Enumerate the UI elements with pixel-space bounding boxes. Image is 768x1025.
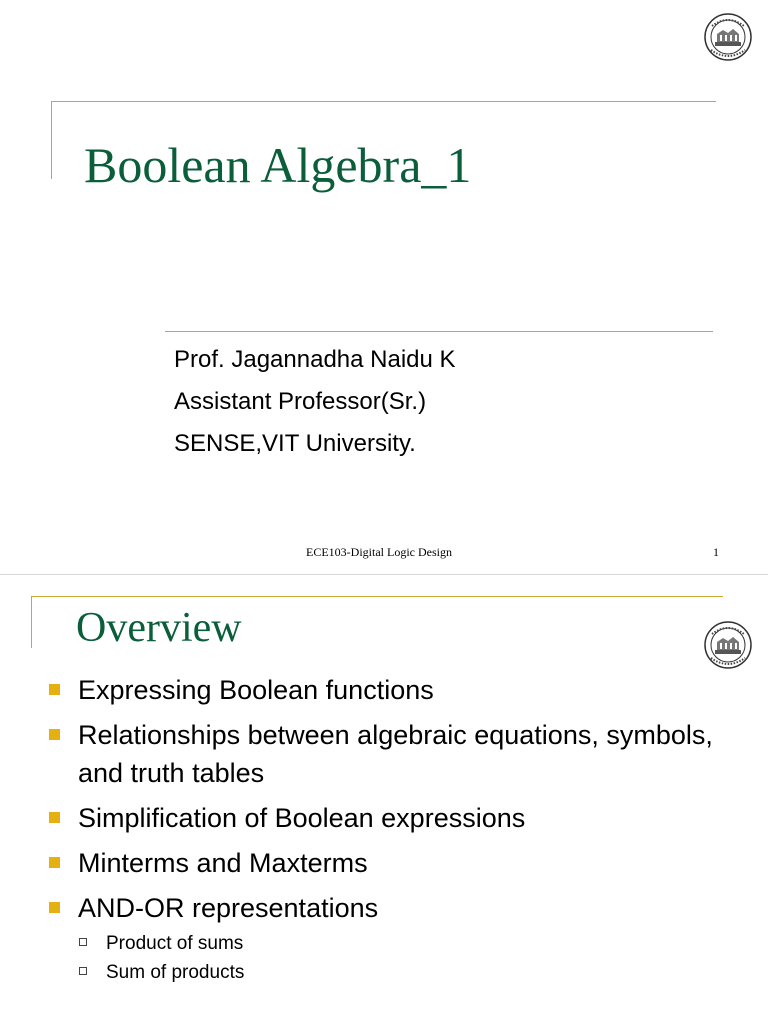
bullet-item (48, 799, 738, 837)
bullet-text: Simplification of Boolean expressions (78, 803, 526, 833)
author-name: Prof. Jagannadha Naidu K (174, 346, 456, 373)
subtitle-rule (165, 331, 713, 332)
hollow-square-bullet-icon (79, 967, 87, 975)
square-bullet-icon (49, 684, 60, 695)
author-affiliation: SENSE,VIT University. (174, 430, 416, 457)
bullet-item (48, 844, 738, 882)
bullet-item (48, 889, 738, 927)
sub-bullet-text: Product of sums (106, 933, 244, 954)
square-bullet-icon (49, 729, 60, 740)
hollow-square-bullet-icon (79, 938, 87, 946)
vit-university-seal-icon (703, 12, 753, 62)
slide-footer: ECE103-Digital Logic Design (306, 545, 452, 559)
bullet-text: AND-OR representations (78, 893, 379, 923)
bullet-text: Minterms and Maxterms (78, 848, 368, 878)
overview-bullet-list (48, 671, 738, 989)
slide-2 (0, 574, 768, 1025)
sub-bullet-text: Sum of products (106, 962, 245, 983)
slide-title: Overview (76, 605, 242, 651)
title-rule (31, 596, 723, 597)
sub-bullet-item (48, 931, 738, 957)
title-rule (51, 101, 716, 102)
title-rule-vertical (51, 101, 52, 179)
square-bullet-icon (49, 902, 60, 913)
title-rule-vertical (31, 596, 32, 648)
page-number: 1 (713, 545, 719, 559)
bullet-item (48, 671, 738, 709)
bullet-item (48, 716, 738, 792)
sub-bullet-item (48, 960, 738, 986)
square-bullet-icon (49, 812, 60, 823)
vit-university-seal-icon (703, 620, 753, 670)
slide-title: Boolean Algebra_1 (84, 137, 472, 193)
bullet-text: Expressing Boolean functions (78, 675, 434, 705)
bullet-text: Relationships between algebraic equations, symbols, and truth tables (78, 720, 713, 788)
square-bullet-icon (49, 857, 60, 868)
author-block (174, 339, 456, 465)
author-position: Assistant Professor(Sr.) (174, 388, 427, 415)
